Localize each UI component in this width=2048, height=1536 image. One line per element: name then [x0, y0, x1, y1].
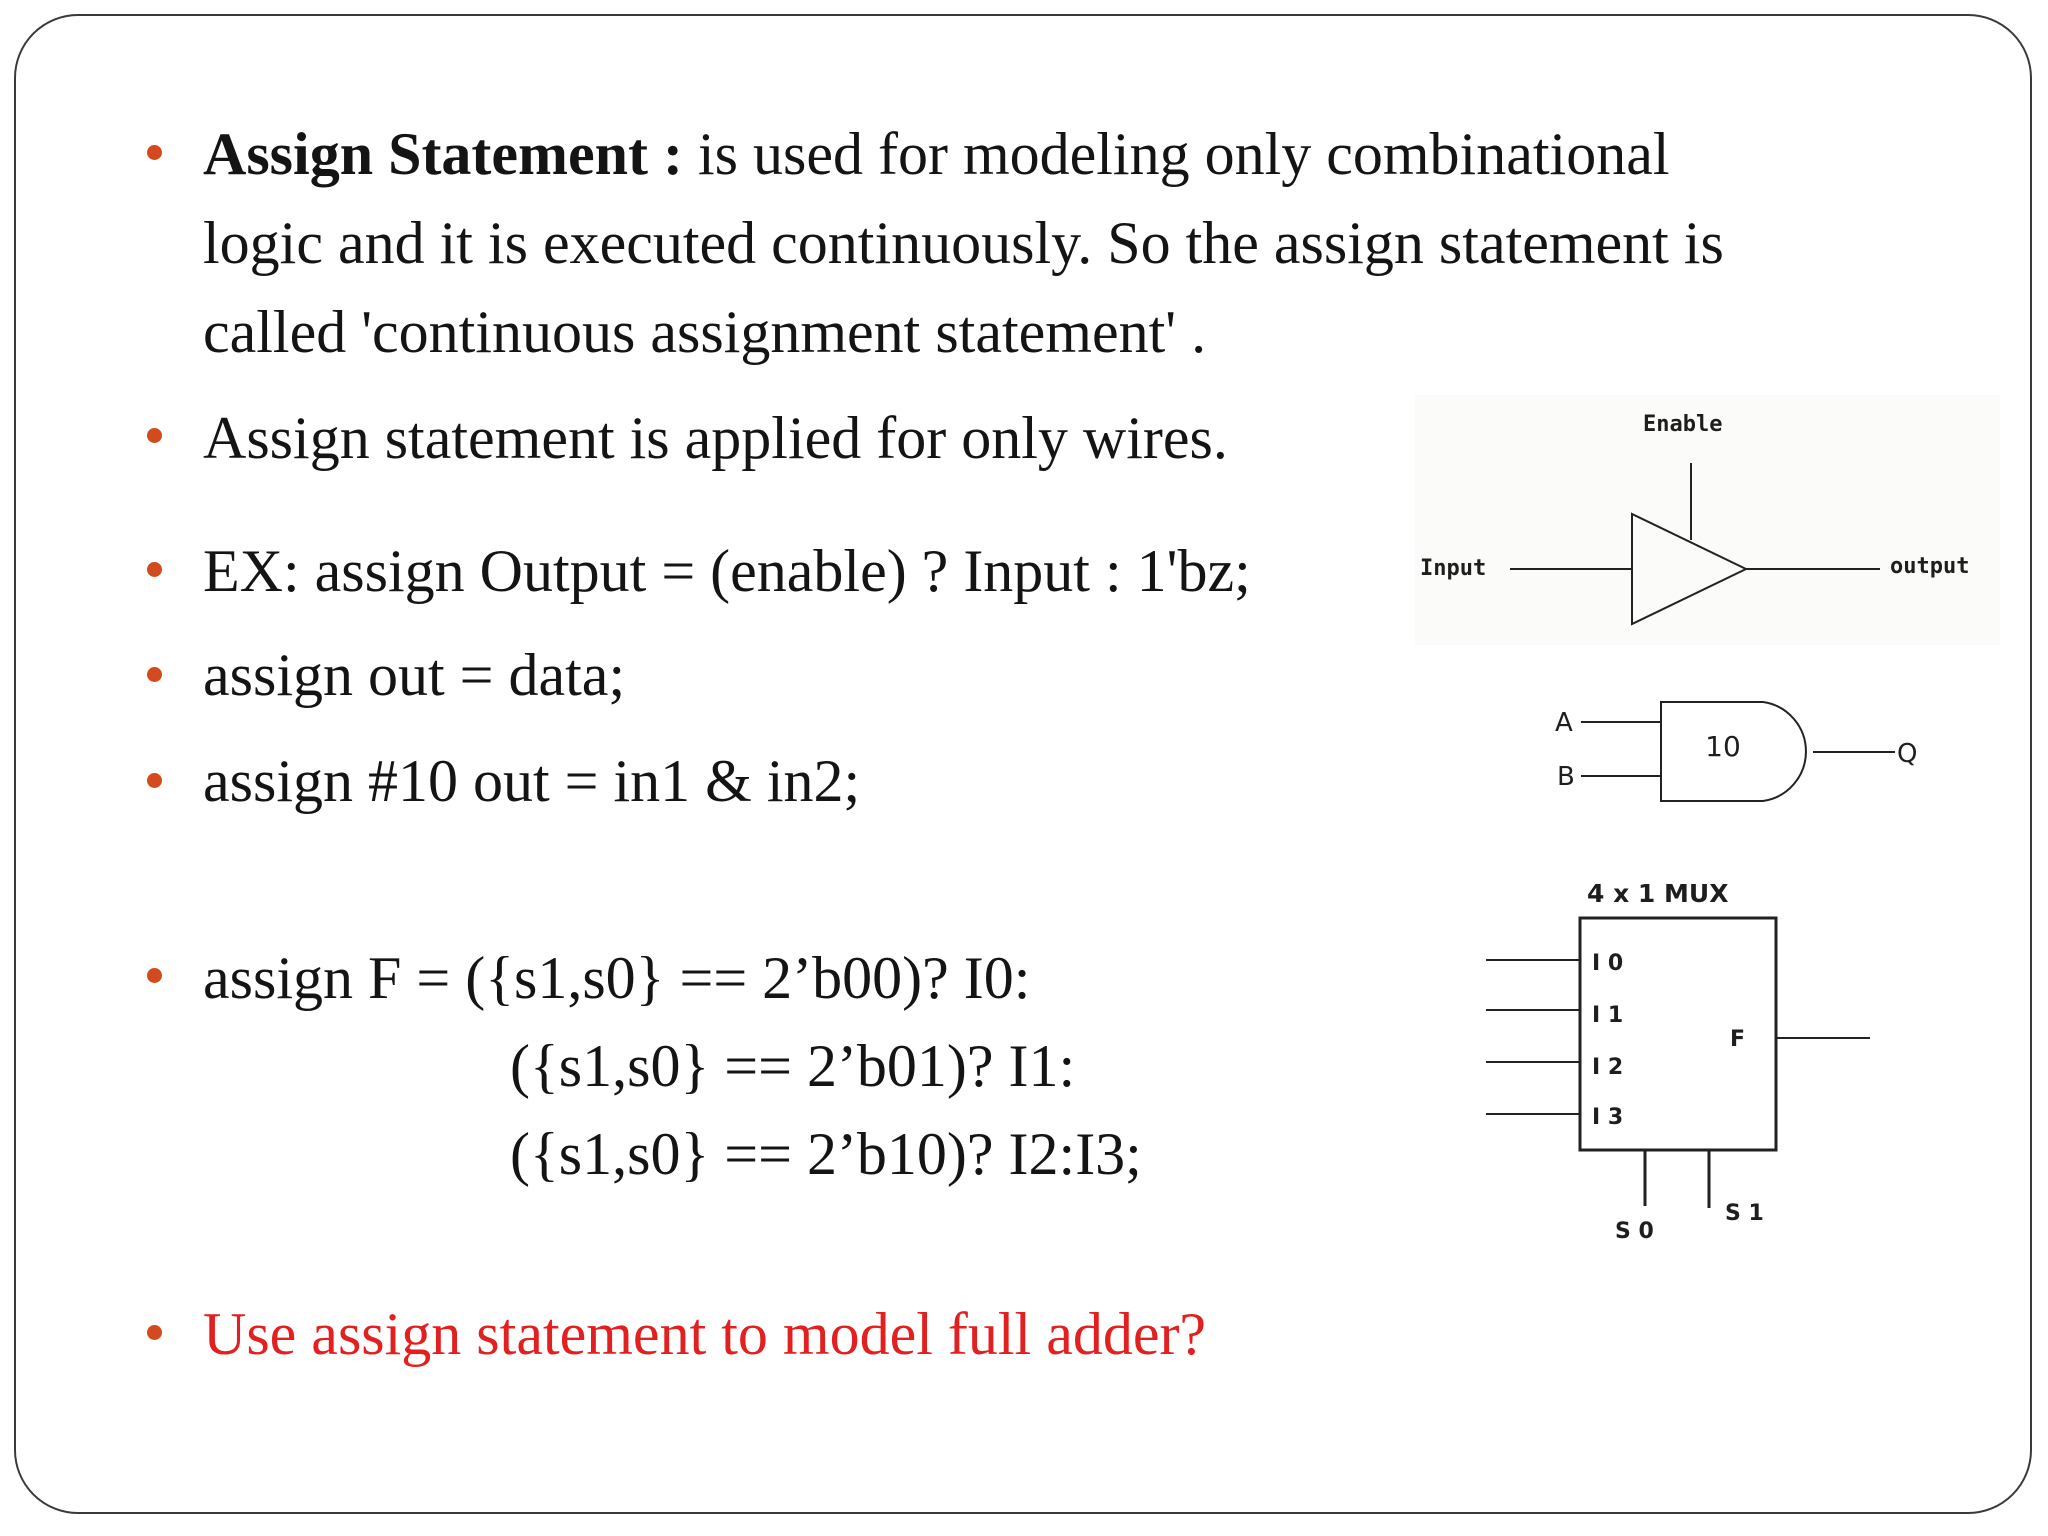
assign-definition-text: is used for modeling only combinational	[682, 121, 1670, 187]
select-s1-label: S 1	[1725, 1201, 1764, 1226]
input-i1-label: I 1	[1592, 1003, 1624, 1028]
bullet-dot	[147, 145, 162, 160]
enable-label: Enable	[1643, 412, 1723, 437]
bullet-dot	[147, 1325, 162, 1340]
bullet-dot	[147, 968, 162, 983]
assign-definition-line-3: called 'continuous assignment statement' .	[203, 299, 1207, 365]
input-i2-label: I 2	[1592, 1055, 1624, 1080]
input-i0-label: I 0	[1592, 951, 1624, 976]
wires-bullet-text: Assign statement is applied for only wires.	[203, 405, 1228, 471]
select-s0-label: S 0	[1615, 1219, 1654, 1244]
mux-title: 4 x 1 MUX	[1587, 879, 1729, 908]
assign-definition-line-2: logic and it is executed continuously. So the assign statement is	[203, 210, 1724, 276]
input-a-label: A	[1555, 708, 1573, 738]
full-adder-question: Use assign statement to model full adder?	[203, 1301, 1207, 1367]
assign-delay-bullet-text: assign #10 out = in1 & in2;	[203, 748, 861, 814]
tristate-buffer-diagram	[1415, 395, 2000, 645]
bullet-dot	[147, 428, 162, 443]
assign-statement-term: Assign Statement :	[203, 121, 683, 187]
mux-assign-line-1: assign F = ({s1,s0} == 2’b00)? I0:	[203, 945, 1031, 1011]
bullet-dot	[147, 667, 162, 682]
mux-4x1-diagram	[1480, 870, 1880, 1250]
bullet-dot	[147, 562, 162, 577]
input-label: Input	[1420, 556, 1487, 581]
bullet-dot	[147, 773, 162, 788]
example-bullet-text: EX: assign Output = (enable) ? Input : 1'bz;	[203, 538, 1251, 604]
assign-definition-line-1	[203, 121, 1670, 187]
assign-out-bullet-text: assign out = data;	[203, 642, 626, 708]
and-gate-diagram	[1545, 695, 1945, 815]
output-q-label: Q	[1897, 739, 1918, 769]
output-label: output	[1890, 554, 1970, 579]
mux-assign-line-2: ({s1,s0} == 2’b01)? I1:	[510, 1033, 1076, 1099]
mux-assign-line-3: ({s1,s0} == 2’b10)? I2:I3;	[510, 1121, 1142, 1187]
input-b-label: B	[1557, 762, 1575, 792]
output-f-label: F	[1730, 1027, 1746, 1052]
gate-delay-label: 10	[1705, 730, 1741, 763]
input-i3-label: I 3	[1592, 1105, 1624, 1130]
